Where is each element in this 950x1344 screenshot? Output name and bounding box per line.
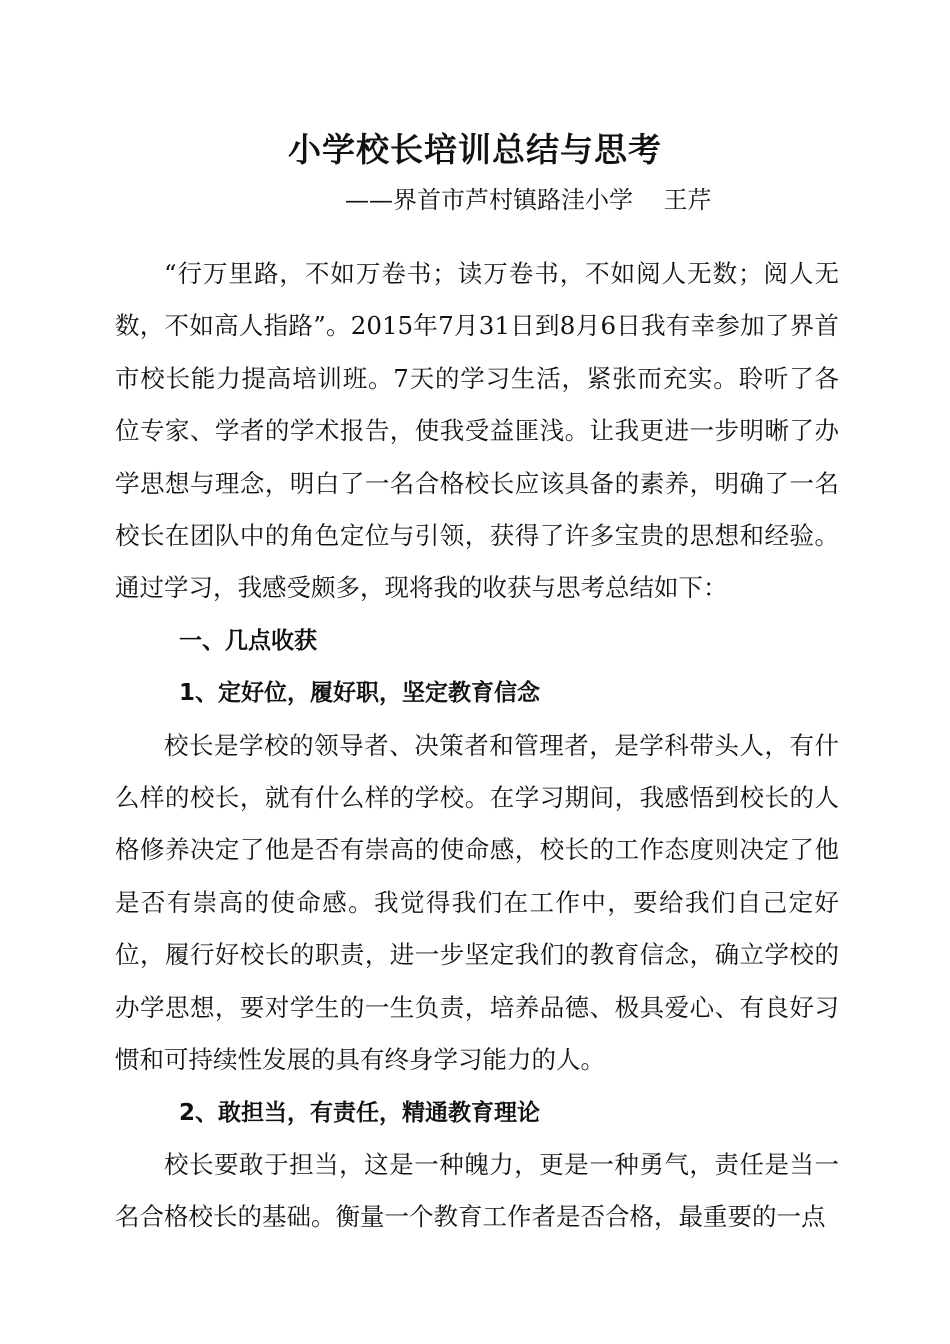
- subheading-responsibility: 2、敢担当，有责任，精通教育理论: [179, 1099, 541, 1126]
- intro-paragraph: “行万里路，不如万卷书；读万卷书，不如阅人无数；阅人无数，不如高人指路”。2015年7月31日到8月6日我有幸参加了界首市校长能力提高培训班。7天的学习生活，紧张而充实。聆听了各位专家、学者的学术报告，使我受益匪浅。让我更进一步明晰了办学思想与理念，明白了一名合格校长应该具备的素养，明确了一名校长在团队中的角色定位与引领，获得了许多宝贵的思想和经验。通过学习，我感受颇多，现将我的收获与思考总结如下：: [115, 259, 839, 603]
- paragraph-responsibility: 校长要敢于担当，这是一种魄力，更是一种勇气，责任是当一名合格校长的基础。衡量一个教育工作者是否合格，最重要的一点: [115, 1149, 839, 1232]
- subheading-position-duty: 1、定好位，履好职，坚定教育信念: [179, 680, 541, 707]
- document-title: 小学校长培训总结与思考: [288, 130, 662, 169]
- paragraph-position-duty: 校长是学校的领导者、决策者和管理者，是学科带头人，有什么样的校长，就有什么样的学校。在学习期间，我感悟到校长的人格修养决定了他是否有崇高的使命感，校长的工作态度则决定了他是否有崇高的使命感。我觉得我们在工作中，要给我们自己定好位，履行好校长的职责，进一步坚定我们的教育信念，确立学校的办学思想，要对学生的一生负责，培养品德、极具爱心、有良好习惯和可持续性发展的具有终身学习能力的人。: [115, 730, 839, 1075]
- author-byline: ——界首市芦村镇路洼小学 王芹: [345, 186, 712, 214]
- section-heading-gains: 一、几点收获: [179, 627, 317, 654]
- document-body: [115, 248, 839, 1244]
